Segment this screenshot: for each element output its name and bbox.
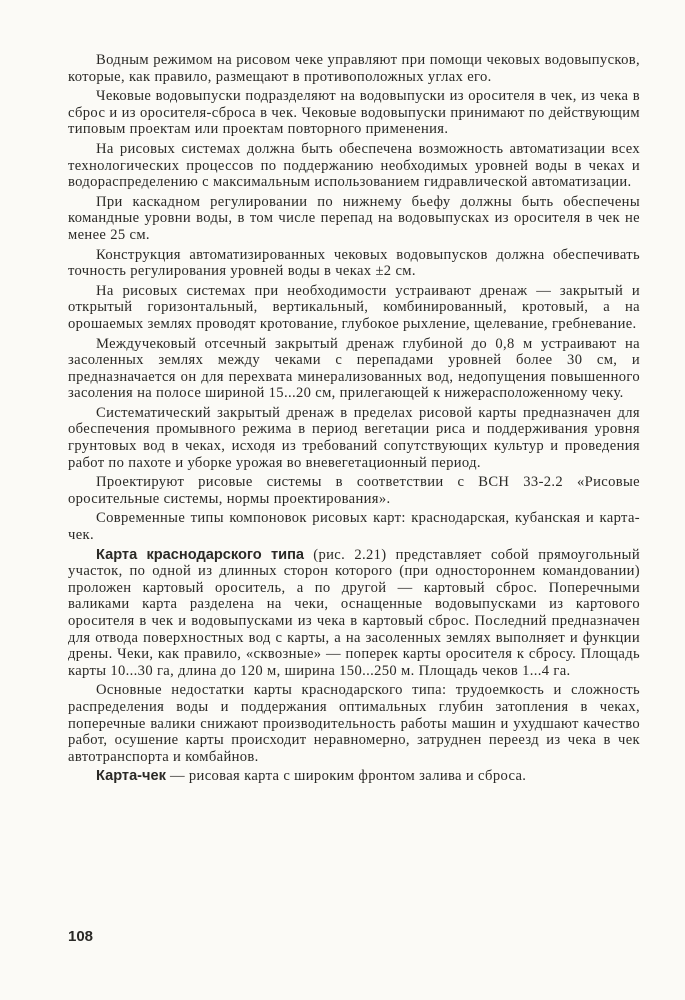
paragraph-text: — рисовая карта с широким фронтом залива и сброса.	[165, 768, 527, 785]
body-text	[68, 52, 640, 788]
paragraph	[68, 768, 640, 785]
paragraph	[68, 547, 640, 680]
page-number: 108	[68, 928, 94, 945]
term-krasnodar-map: Карта краснодарского типа	[96, 546, 305, 563]
paragraph: Водным режимом на рисовом чеке управляют при помощи чековых водовыпусков, которые, как правило, размещают в противоположных углах его.	[68, 52, 640, 85]
paragraph: Современные типы компоновок рисовых карт: краснодарская, кубанская и карта-чек.	[68, 510, 640, 544]
paragraph: На рисовых системах должна быть обеспечена возможность автоматизации всех технологических процессов по поддержанию необходимых уровней воды в чеках и водораспределению с максимальным использованием гидравлической автоматизации.	[68, 140, 640, 191]
paragraph: Чековые водовыпуски подразделяют на водовыпуски из оросителя в чек, из чека в сброс и из оросителя-сброса в чек. Чековые водовыпуски принимают по действующим типовым проектам или проектам повторного применения.	[68, 88, 640, 138]
paragraph: Конструкция автоматизированных чековых водовыпусков должна обеспечивать точность регулирования уровней воды в чеках ±2 см.	[68, 246, 640, 280]
paragraph-text: (рис. 2.21) представляет собой прямоугольный участок, по одной из длинных сторон которого (при одностороннем командовании) проложен картовый ороситель, а по другой — картовый сброс. Поперечными валиками карта разделена на чеки, оснащенные водовыпусками из картового оросителя в чек и водовыпусками из чека в картовый сброс. Последний предназначен для отвода поверхностных вод с карты, а на засоленных землях выполняет и функции дрены. Чеки, как правило, «сквозные» — поперек карты оросителя к сбросу. Площадь карты 10...30 га, длина до 120 м, ширина 150...250 м. Площадь чеков 1...4 га.	[68, 546, 640, 679]
paragraph: На рисовых системах при необходимости устраивают дренаж — закрытый и открытый горизонтальный, вертикальный, комбинированный, кротовый, а на орошаемых землях проводят кротование, глубокое рыхление, щелевание, гребневание.	[68, 282, 640, 332]
paragraph: При каскадном регулировании по нижнему бьефу должны быть обеспечены командные уровни воды, в том числе перепад на водовыпусках из оросителя в чек не менее 25 см.	[68, 193, 640, 243]
term-map-check: Карта-чек	[96, 768, 166, 785]
paragraph: Систематический закрытый дренаж в пределах рисовой карты предназначен для обеспечения промывного режима в период вегетации риса и поддерживания уровня грунтовых вод в чеках, исходя из требований сопутствующих культур и проведения работ по пахоте и уборке урожая во вневегетационный период.	[68, 404, 640, 471]
paragraph: Междучековый отсечный закрытый дренаж глубиной до 0,8 м устраивают на засоленных землях между чеками с перепадами уровней более 30 см, и предназначается он для перехвата минерализованных вод, недопущения повышенного засоления на полосе шириной 15...20 см, прилегающей к нижерасположенному чеку.	[68, 335, 640, 402]
paragraph: Проектируют рисовые системы в соответствии с ВСН 33-2.2 «Рисовые оросительные системы, нормы проектирования».	[68, 474, 640, 507]
paragraph: Основные недостатки карты краснодарского типа: трудоемкость и сложность распределения воды и поддержания оптимальных глубин затопления в чеках, поперечные валики снижают производительность работы машин и ухудшают качество работ, осушение карты происходит неравномерно, затруднен переезд из чека в чек автотранспорта и комбайнов.	[68, 682, 640, 765]
